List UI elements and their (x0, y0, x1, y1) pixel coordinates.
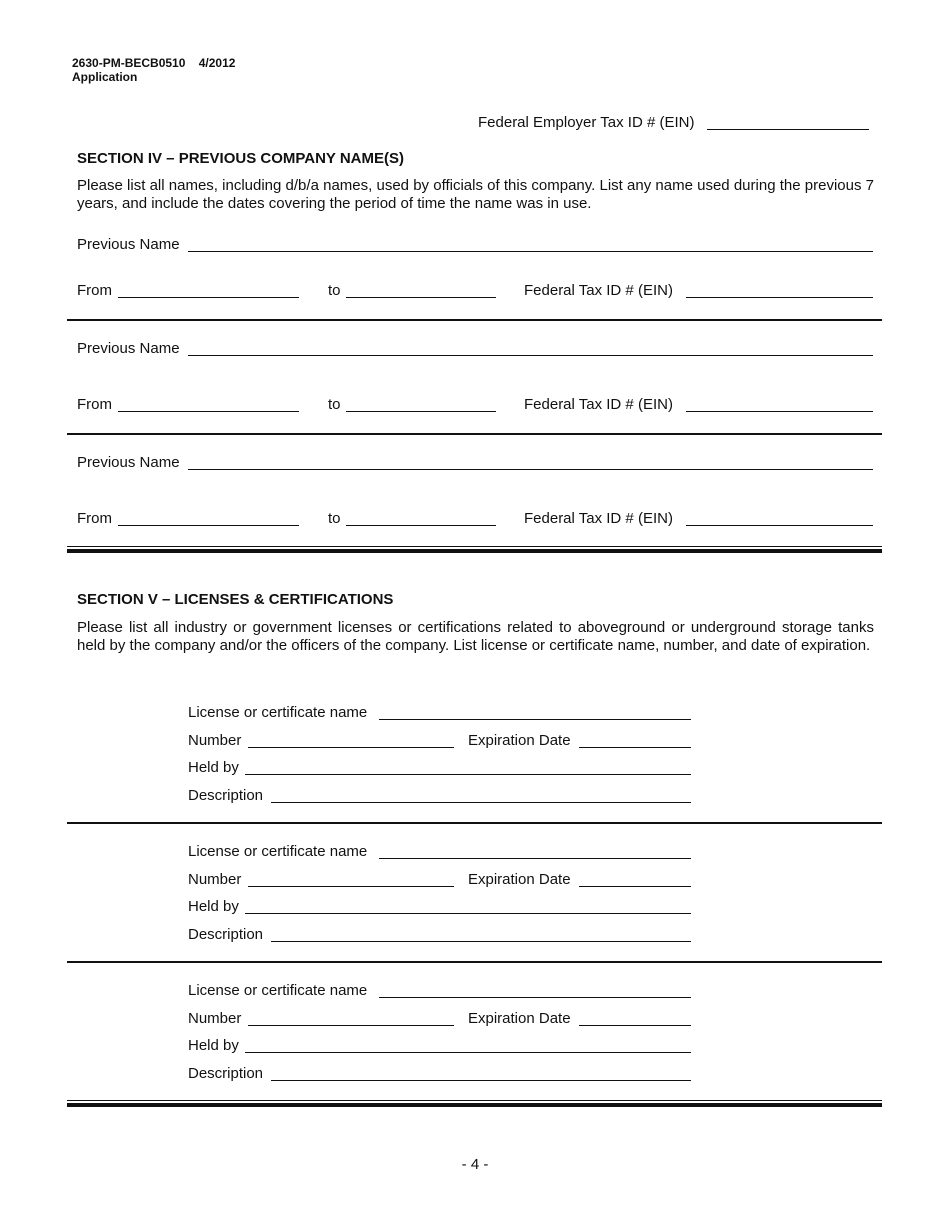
section5-title: SECTION V – LICENSES & CERTIFICATIONS (77, 591, 394, 608)
from-label: From (77, 510, 112, 527)
number-field[interactable] (248, 747, 454, 748)
section4-instructions: Please list all names, including d/b/a names, used by officials of this company. List any name used during the previous 7 years, and include the dates covering the period of time the name was in use. (77, 177, 874, 212)
to-date-field[interactable] (346, 411, 496, 412)
held-by-field[interactable] (245, 774, 691, 775)
to-label: to (328, 282, 341, 299)
expiration-date-field[interactable] (579, 886, 691, 887)
form-header (72, 56, 235, 84)
ein-field[interactable] (686, 525, 873, 526)
divider (67, 822, 882, 824)
held-by-label: Held by (188, 759, 239, 776)
from-label: From (77, 396, 112, 413)
section5-instructions: Please list all industry or government licenses or certifications related to aboveground or underground storage tanks held by the company and/or the officers of the company. List license or certificate name, number, and date of expiration. (77, 619, 874, 654)
ein-field[interactable] (686, 297, 873, 298)
form-id: 2630-PM-BECB0510 (72, 56, 186, 70)
from-label: From (77, 282, 112, 299)
number-label: Number (188, 732, 242, 749)
description-field[interactable] (271, 802, 691, 803)
license-name-label: License or certificate name (188, 704, 368, 721)
previous-name-label: Previous Name (77, 454, 180, 471)
divider (67, 961, 882, 963)
ein-label: Federal Tax ID # (EIN) (524, 510, 673, 527)
description-field[interactable] (271, 941, 691, 942)
previous-name-field[interactable] (188, 355, 873, 356)
number-field[interactable] (248, 886, 454, 887)
description-field[interactable] (271, 1080, 691, 1081)
previous-name-label: Previous Name (77, 340, 180, 357)
license-name-label: License or certificate name (188, 982, 368, 999)
to-label: to (328, 510, 341, 527)
held-by-field[interactable] (245, 913, 691, 914)
from-date-field[interactable] (118, 411, 299, 412)
description-label: Description (188, 926, 264, 943)
expiration-date-label: Expiration Date (468, 1010, 571, 1027)
number-label: Number (188, 1010, 242, 1027)
divider (67, 433, 882, 435)
ein-top-label: Federal Employer Tax ID # (EIN) (478, 114, 695, 131)
from-date-field[interactable] (118, 297, 299, 298)
previous-name-label: Previous Name (77, 236, 180, 253)
ein-top-field[interactable] (707, 129, 869, 130)
page-number: - 4 - (461, 1156, 489, 1173)
license-name-field[interactable] (379, 858, 691, 859)
to-label: to (328, 396, 341, 413)
previous-name-field[interactable] (188, 469, 873, 470)
number-field[interactable] (248, 1025, 454, 1026)
held-by-label: Held by (188, 1037, 239, 1054)
form-date: 4/2012 (198, 56, 236, 70)
license-name-label: License or certificate name (188, 843, 368, 860)
held-by-label: Held by (188, 898, 239, 915)
from-date-field[interactable] (118, 525, 299, 526)
form-type: Application (72, 70, 138, 84)
divider (67, 319, 882, 321)
to-date-field[interactable] (346, 297, 496, 298)
expiration-date-label: Expiration Date (468, 871, 571, 888)
expiration-date-label: Expiration Date (468, 732, 571, 749)
license-name-field[interactable] (379, 997, 691, 998)
previous-name-field[interactable] (188, 251, 873, 252)
held-by-field[interactable] (245, 1052, 691, 1053)
description-label: Description (188, 787, 264, 804)
double-rule-thick (67, 1103, 882, 1107)
expiration-date-field[interactable] (579, 1025, 691, 1026)
ein-label: Federal Tax ID # (EIN) (524, 396, 673, 413)
section4-title: SECTION IV – PREVIOUS COMPANY NAME(S) (77, 150, 404, 167)
description-label: Description (188, 1065, 264, 1082)
double-rule-thick (67, 549, 882, 553)
number-label: Number (188, 871, 242, 888)
double-rule-thin (67, 1100, 882, 1101)
double-rule-thin (67, 546, 882, 547)
ein-label: Federal Tax ID # (EIN) (524, 282, 673, 299)
to-date-field[interactable] (346, 525, 496, 526)
form-id-line (72, 56, 235, 70)
license-name-field[interactable] (379, 719, 691, 720)
ein-field[interactable] (686, 411, 873, 412)
expiration-date-field[interactable] (579, 747, 691, 748)
